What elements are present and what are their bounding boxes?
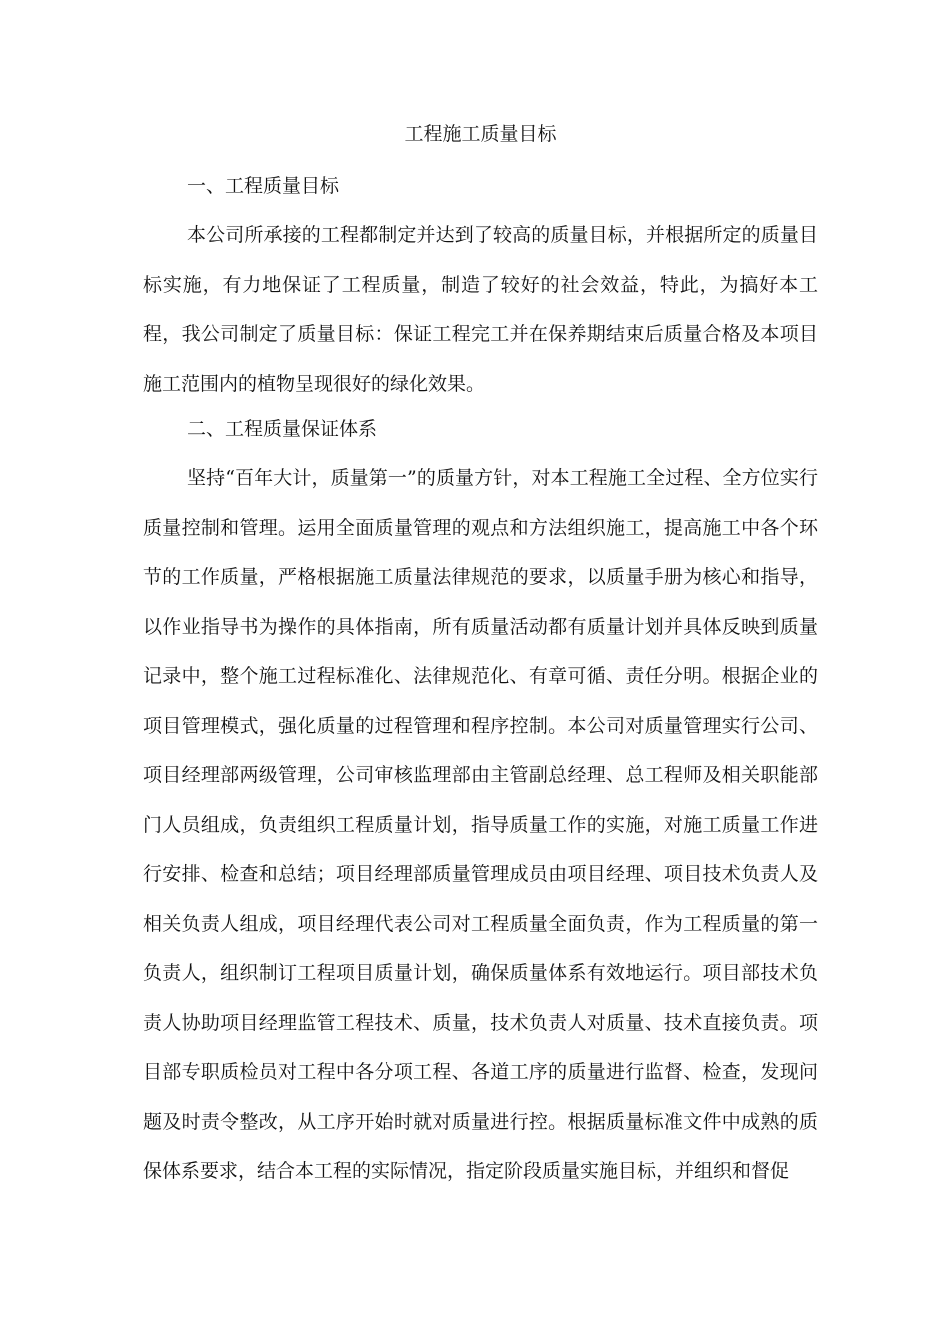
section-heading-quality-assurance: 二、工程质量保证体系 [187, 418, 378, 440]
document-title: 工程施工质量目标 [404, 123, 557, 145]
section-paragraph-quality-assurance: 坚持“百年大计，质量第一”的质量方针，对本工程施工全过程、全方位实行质量控制和管理。运用全面质量管理的观点和方法组织施工，提高施工中各个环节的工作质量，严格根据施工质量法律规范的要求，以质量手册为核心和指导，以作业指导书为操作的具体指南，所有质量活动都有质量计划并具体反映到质量记录中，整个施工过程标准化、法律规范化、有章可循、责任分明。根据企业的项目管理模式，强化质量的过程管理和程序控制。本公司对质量管理实行公司、项目经理部两级管理，公司审核监理部由主管副总经理、总工程师及相关职能部门人员组成，负责组织工程质量计划，指导质量工作的实施，对施工质量工作进行安排、检查和总结；项目经理部质量管理成员由项目经理、项目技术负责人及相关负责人组成，项目经理代表公司对工程质量全面负责，作为工程质量的第一负责人，组织制订工程项目质量计划，确保质量体系有效地运行。项目部技术负责人协助项目经理监管工程技术、质量，技术负责人对质量、技术直接负责。项目部专职质检员对工程中各分项工程、各道工序的质量进行监督、检查，发现问题及时责令整改，从工序开始时就对质量进行控。根据质量标准文件中成熟的质保体系要求，结合本工程的实际情况，指定阶段质量实施目标，并组织和督促 [143, 467, 818, 1182]
section-heading-quality-goal: 一、工程质量目标 [187, 175, 340, 197]
section-paragraph-quality-goal: 本公司所承接的工程都制定并达到了较高的质量目标，并根据所定的质量目标实施，有力地保证了工程质量，制造了较好的社会效益，特此，为搞好本工程，我公司制定了质量目标：保证工程完工并在保养期结束后质量合格及本项目施工范围内的植物呈现很好的绿化效果。 [143, 224, 818, 395]
